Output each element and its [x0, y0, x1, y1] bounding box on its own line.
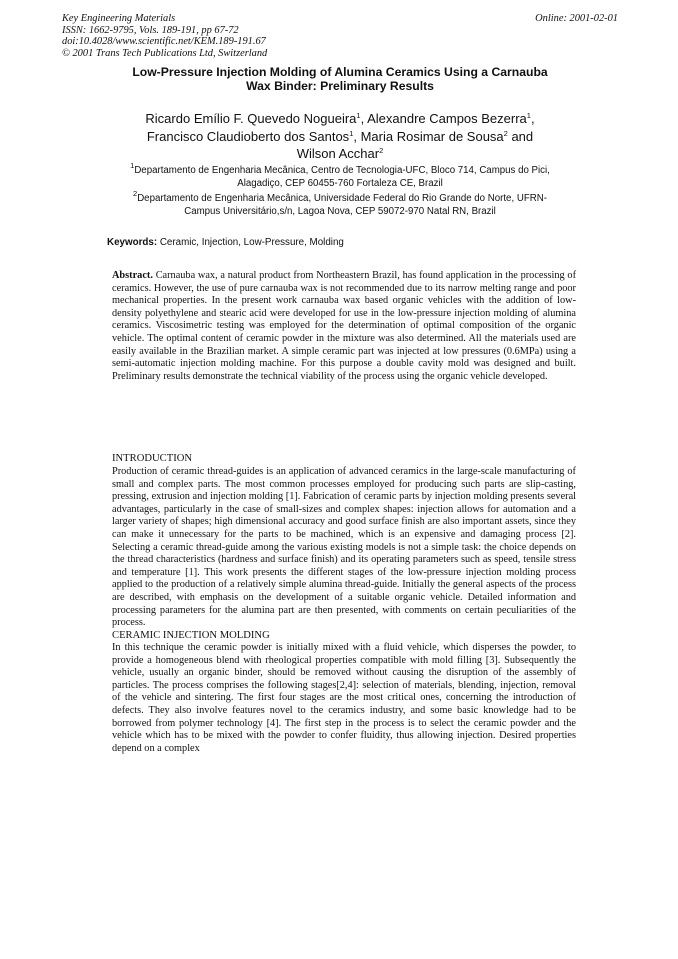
author-line-2: [100, 128, 580, 146]
author-name: Wilson Acchar: [296, 146, 380, 161]
abstract-text: Carnauba wax, a natural product from Northeastern Brazil, has found application in the processing of ceramics. However, the use of pure carnauba wax is not recommended due to its narrow melting range and poor mechanical properties. In the present work carnauba wax based organic vehicles with the addition of low-density polyethylene and stearic acid were developed for use in the low-pressure injection molding of alumina ceramics. Viscosimetric testing was employed for the determination of optimal composition of the organic vehicle. The optimal content of ceramic powder in the mixture was also determined. All the materials used are easily available in the Brazilian market. A simple ceramic part was injected at low pressures (0.6MPa) using a semi-automatic injection molding machine. For this purpose a double cavity mold was designed and built. Preliminary results demonstrate the technical viability of the process using the organic vehicle developed.: [112, 270, 576, 382]
section-heading-introduction: INTRODUCTION: [112, 453, 193, 464]
journal-citation-block: [62, 13, 267, 59]
affiliation-line: Alagadiço, CEP 60455-760 Fortaleza CE, Brazil: [237, 178, 443, 189]
author-line-3: [100, 145, 580, 163]
abstract: [112, 270, 576, 383]
author-name: Ricardo Emílio F. Quevedo Nogueira: [145, 111, 357, 126]
author-separator: ,: [530, 111, 535, 126]
affiliation-line: Departamento de Engenharia Mecânica, Centro de Tecnologia-UFC, Bloco 714, Campus do Pici,: [134, 165, 550, 176]
affiliation-line: Campus Universitário,s/n, Lagoa Nova, CEP 59072-970 Natal RN, Brazil: [184, 206, 496, 217]
author-conjunction: and: [507, 128, 534, 144]
journal-name: Key Engineering Materials: [62, 13, 176, 24]
title-line-2: Wax Binder: Preliminary Results: [246, 79, 434, 94]
ceramic-injection-molding-text: In this technique the ceramic powder is initially mixed with a fluid vehicle, which disperses the powder, to provide a homogeneous blend with rheological properties compatible with mold filling [3]. Subsequently the vehicle, usually an organic binder, should be removed without causing the disruption of the assembly of particles. The process comprises the following stages[2,4]: selection of materials, blending, injection, removal of the vehicle and sintering. The first four stages are the most critical ones, concerning the introduction of defects. They also involve features novel to the ceramics industry, and some basic knowledge had to be borrowed from polymer technology [4]. The first step in the process is to select the ceramic powder and the vehicle which has to be mixed with the powder to confer fluidity, thus allowing injection. Desired properties depend on a complex: [112, 642, 576, 754]
affiliation-2: [92, 189, 588, 218]
affiliation-marker: 2: [379, 146, 384, 155]
affiliation-marker: 2: [133, 189, 138, 198]
section-heading-ceramic-injection-molding: CERAMIC INJECTION MOLDING: [112, 630, 270, 641]
author-line-1: [100, 110, 580, 128]
author-list: [100, 110, 580, 163]
introduction-text: Production of ceramic thread-guides is an application of advanced ceramics in the large-scale manufacturing of small and complex parts. The most common processes employed for producing such parts are slip-casting, pressing, extrusion and injection molding [1]. Fabrication of ceramic parts by injection molding presents several advantages, particularly in the case of small-sizes and complex shapes: injection allows for automation and a larger variety of shapes; high dimensional accuracy and good surface finish are also important assets, since they can make it unnecessary for the parts to be machined, which is an expensive and damaging process [2]. Selecting a ceramic thread-guide among the various existing models is not a simple task: the choice depends on the thread characteristics (hardness and surface finish) and its operating parameters such as speed, tensile stress and temperature [1]. This work presents the different stages of the low-pressure injection molding process applied to the production of a relatively simple alumina thread-guide. Initially the general aspects of the process are described, with emphasis on the development of a suitable organic vehicle. Detailed information and processing parameters for the alumina part are then presented, with comments on certain peculiarities of the process.: [112, 466, 576, 629]
affiliation-line: Departamento de Engenharia Mecânica, Universidade Federal do Rio Grande do Norte, UFRN-: [137, 193, 547, 204]
doi-line: doi:10.4028/www.scientific.net/KEM.189-191.67: [62, 36, 266, 48]
affiliation-marker: 1: [349, 128, 354, 138]
keywords-text: Ceramic, Injection, Low-Pressure, Molding: [159, 237, 344, 248]
affiliation-marker: 1: [526, 111, 531, 120]
keywords: [107, 237, 344, 248]
author-name: Francisco Claudioberto dos Santos: [146, 128, 350, 144]
author-name: Alexandre Campos Bezerra: [367, 111, 527, 126]
copyright-line: © 2001 Trans Tech Publications Ltd, Switzerland: [62, 47, 268, 59]
affiliation-1: [92, 161, 588, 190]
online-date: Online: 2001-02-01: [535, 13, 618, 24]
abstract-label: Abstract.: [112, 270, 153, 281]
affiliation-marker: 2: [503, 128, 508, 138]
author-separator: ,: [353, 128, 361, 144]
affiliation-marker: 1: [356, 111, 361, 120]
author-separator: ,: [360, 111, 368, 126]
paper-title: [90, 65, 590, 93]
title-line-1: Low-Pressure Injection Molding of Alumina Ceramics Using a Carnauba: [132, 65, 548, 79]
author-name: Maria Rosimar de Sousa: [360, 128, 504, 144]
keywords-label: Keywords:: [107, 237, 158, 248]
affiliation-marker: 1: [130, 161, 135, 170]
issn-line: ISSN: 1662-9795, Vols. 189-191, pp 67-72: [62, 24, 239, 36]
